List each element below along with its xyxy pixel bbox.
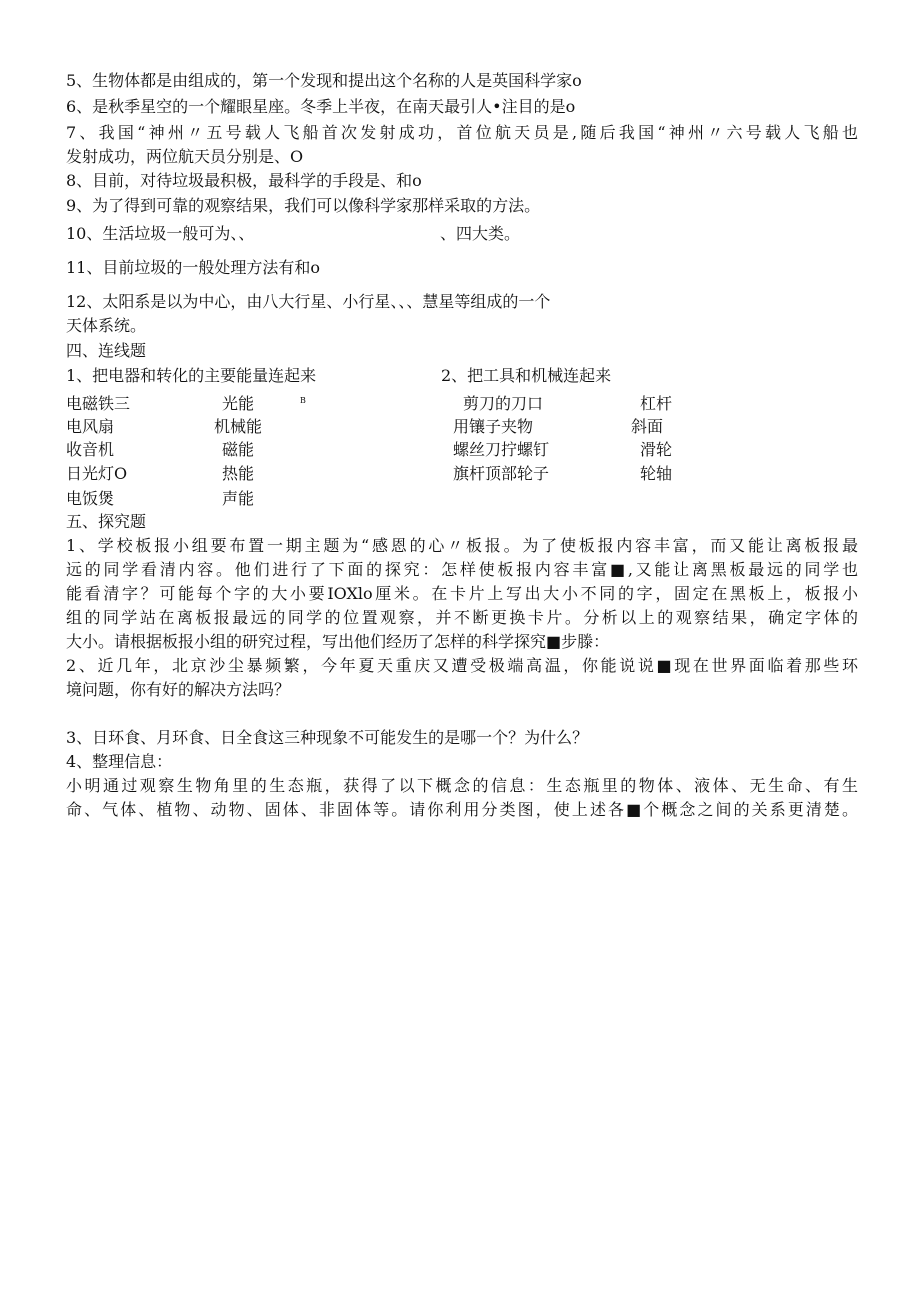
- tool-item: 螺丝刀拧螺钉: [453, 440, 550, 459]
- matching-q1-title: 1、把电器和转化的主要能量连起来: [66, 366, 317, 385]
- tool-item: 剪刀的刀口: [463, 394, 544, 413]
- energy-target: 声能: [222, 489, 255, 508]
- section-5-title: 五、探究题: [66, 512, 147, 531]
- inquiry-q3: 3、日环食、月环食、日全食这三种现象不可能发生的是哪一个？为什么？: [66, 728, 589, 747]
- energy-target: 磁能: [222, 440, 255, 459]
- stray-mark: B: [300, 396, 306, 405]
- inquiry-q1-line: 组的同学站在离板报最远的同学的位置观察，并不断更换卡片。分析以上的观察结果，确定字体的: [66, 608, 858, 627]
- question-12-line-1: 12、太阳系是以为中心，由八大行星、小行星、、、慧星等组成的一个: [66, 292, 551, 311]
- question-5: 5、生物体都是由组成的，第一个发现和提出这个名称的人是英国科学家o: [66, 71, 582, 90]
- appliance-item: 日光灯O: [66, 464, 128, 483]
- section-4-title: 四、连线题: [66, 341, 147, 360]
- question-9: 9、为了得到可靠的观察结果，我们可以像科学家那样采取的方法。: [66, 196, 541, 215]
- appliance-item: 电饭煲: [66, 489, 115, 508]
- question-10-part-1: 10、生活垃圾一般可为、、: [66, 224, 255, 243]
- machine-target: 杠杆: [640, 394, 673, 413]
- machine-target: 轮轴: [640, 464, 673, 483]
- energy-target: 热能: [222, 464, 255, 483]
- appliance-item: 电磁铁三: [66, 394, 131, 413]
- tool-item: 用镶子夹物: [453, 417, 534, 436]
- inquiry-q1-line: 能看清字？可能每个字的大小要IOXlo厘米。在卡片上写出大小不同的字，固定在黑板上，板报小: [66, 584, 858, 603]
- question-6: 6、是秋季星空的一个耀眼星座。冬季上半夜，在南天最引人•注目的是o: [66, 97, 576, 116]
- question-8: 8、目前，对待垃圾最积极，最科学的手段是、和o: [66, 171, 422, 190]
- inquiry-q4-line: 命、气体、植物、动物、固体、非固体等。请你利用分类图，使上述各■个概念之间的关系更清楚。: [66, 800, 858, 819]
- question-11: 11、目前垃圾的一般处理方法有和o: [66, 258, 320, 277]
- inquiry-q4-line: 小明通过观察生物角里的生态瓶，获得了以下概念的信息：生态瓶里的物体、液体、无生命、有生: [66, 776, 858, 795]
- question-12-line-2: 天体系统。: [66, 316, 147, 335]
- machine-target: 斜面: [631, 417, 664, 436]
- appliance-item: 收音机: [66, 440, 115, 459]
- inquiry-q1-line: 大小。请根据板报小组的研究过程，写出他们经历了怎样的科学探究■步滕：: [66, 632, 610, 651]
- question-10-part-2: 、四大类。: [440, 224, 521, 243]
- machine-target: 滑轮: [640, 440, 673, 459]
- question-7-line-1: 7、我国“神州〃五号载人飞船首次发射成功，首位航天员是,随后我国“神州〃六号载人飞船也: [66, 123, 858, 142]
- appliance-item: 电风扇: [66, 417, 115, 436]
- inquiry-q2-line: 2、近几年，北京沙尘暴频繁，今年夏天重庆又遭受极端高温，你能说说■现在世界面临着那些环: [66, 656, 858, 675]
- energy-target: 机械能: [214, 417, 263, 436]
- inquiry-q2-line: 境问题，你有好的解决方法吗？: [66, 680, 291, 699]
- energy-target: 光能: [222, 394, 255, 413]
- inquiry-q4-title: 4、整理信息：: [66, 752, 173, 771]
- inquiry-q1-line: 远的同学看清内容。他们进行了下面的探究：怎样使板报内容丰富■,又能让离黑板最远的同学也: [66, 560, 858, 579]
- question-7-line-2: 发射成功，两位航天员分别是、O: [66, 147, 304, 166]
- matching-q2-title: 2、把工具和机械连起来: [441, 366, 612, 385]
- inquiry-q1-line: 1、学校板报小组要布置一期主题为“感恩的心〃板报。为了使板报内容丰富，而又能让离板报最: [66, 536, 858, 555]
- tool-item: 旗杆顶部轮子: [453, 464, 550, 483]
